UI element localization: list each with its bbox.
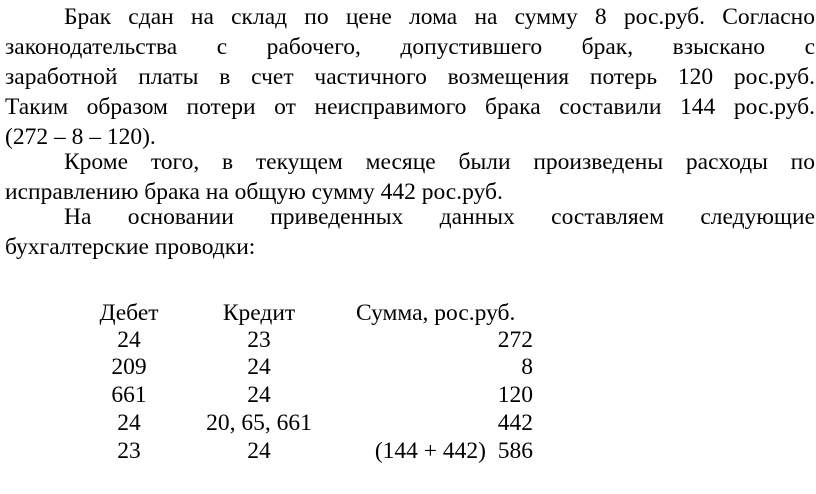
paragraph-2-line-2: исправлению брака на общую сумму 442 рос.руб. (5, 179, 503, 205)
cell-kredit: 24 (247, 354, 271, 380)
cell-sum: 272 (497, 327, 533, 353)
cell-debet: 209 (111, 354, 147, 380)
cell-sum: 120 (497, 382, 533, 408)
cell-sum: (144 + 442) 586 (374, 438, 533, 464)
paragraph-3-line-2: бухгалтерские проводки: (5, 234, 256, 260)
header-kredit: Кредит (222, 300, 296, 326)
cell-sum: 442 (497, 410, 533, 436)
cell-debet: 24 (117, 410, 141, 436)
paragraph-3-line-1: На основании приведенных данных составляем следующие (64, 204, 815, 230)
cell-debet: 23 (117, 438, 141, 464)
paragraph-2-line-1: Кроме того, в текущем месяце были произведены расходы по (64, 149, 815, 175)
paragraph-1-line-5: (272 – 8 – 120). (5, 124, 156, 150)
header-debet: Дебет (99, 300, 159, 326)
paragraph-1-line-1: Брак сдан на склад по цене лома на сумму 8 рос.руб. Согласно (64, 4, 815, 30)
paragraph-1-line-3: заработной платы в счет частичного возмещения потерь 120 рос.руб. (5, 64, 815, 90)
cell-debet: 661 (111, 382, 147, 408)
cell-kredit: 24 (247, 382, 271, 408)
cell-debet: 24 (117, 327, 141, 353)
header-sum: Сумма, рос.руб. (356, 300, 516, 326)
cell-kredit: 24 (247, 438, 271, 464)
cell-kredit: 23 (247, 327, 271, 353)
paragraph-1-line-4: Таким образом потери от неисправимого брака составили 144 рос.руб. (5, 94, 815, 120)
paragraph-1-line-2: законодательства с рабочего, допустившего брак, взыскано с (5, 34, 815, 60)
cell-sum: 8 (521, 354, 533, 380)
cell-kredit: 20, 65, 661 (206, 410, 312, 436)
